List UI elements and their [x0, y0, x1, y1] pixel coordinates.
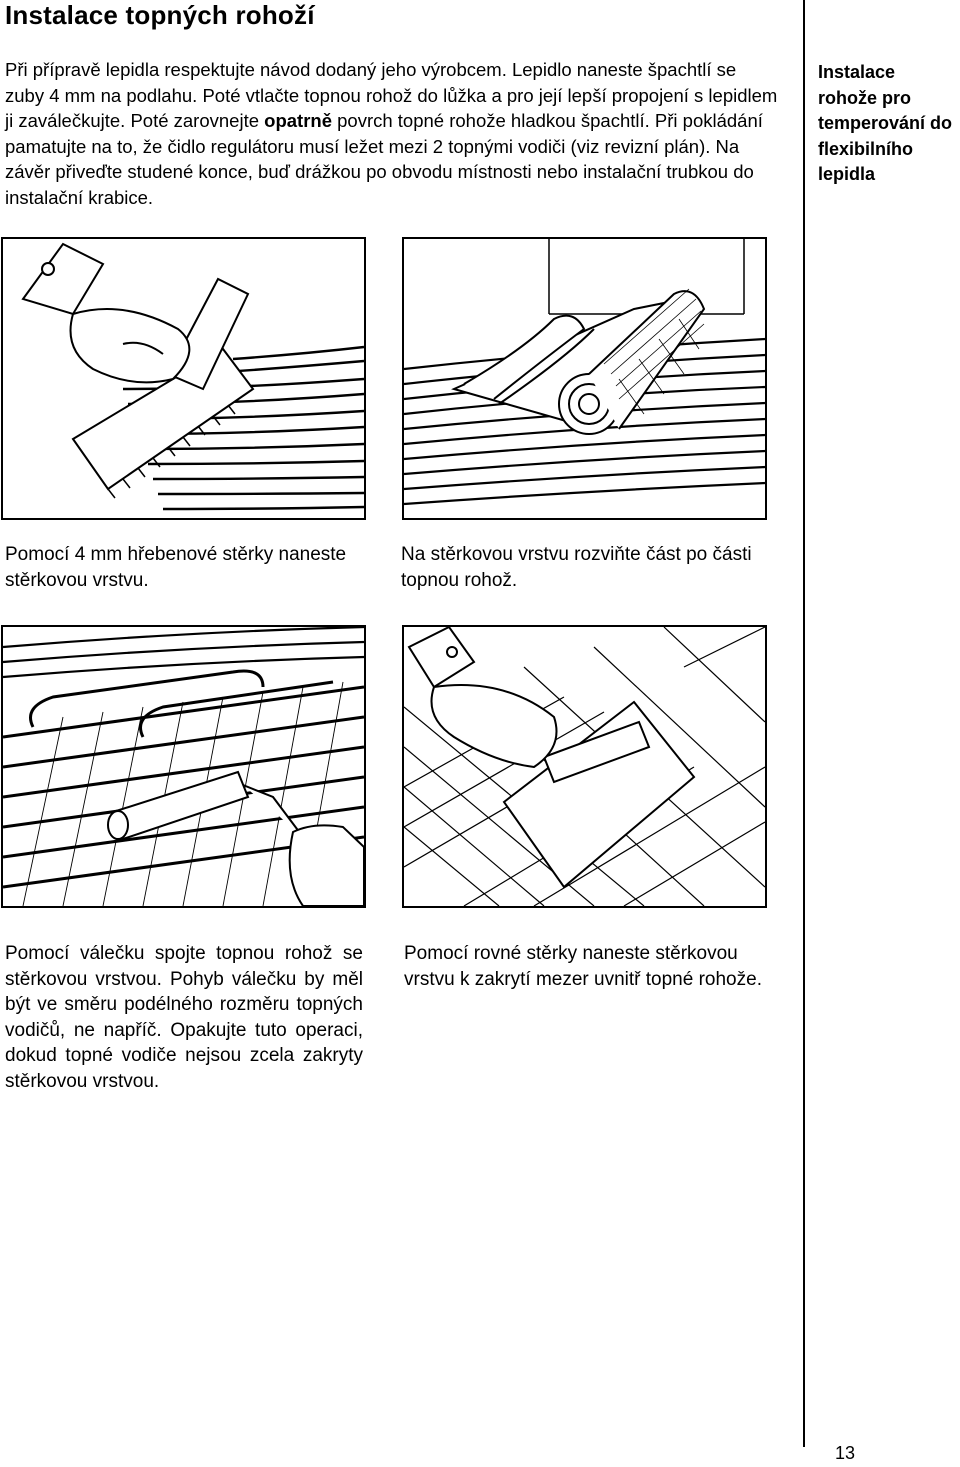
intro-text-part2: povrch topné rohože hladkou špachtlí. Při pokládání pamatujte na to, že čidlo regulátoru musí ležet mezi 2 topnými vodiči (viz revizní plán). Na závěr přiveďte studené konce, buď drážkou po obvodu místnosti nebo instalační trubkou do instalační krabice. — [5, 110, 763, 208]
trowel-illustration — [3, 239, 364, 518]
flat-trowel-illustration — [404, 627, 765, 906]
figure-caption: Pomocí rovné stěrky naneste stěrkovou vrstvu k zakrytí mezer uvnitř topné rohože. — [404, 943, 762, 990]
intro-paragraph — [5, 57, 780, 211]
roller-illustration — [3, 627, 364, 906]
page-title: Instalace topných rohoží — [5, 0, 315, 30]
figure-caption: Na stěrkovou vrstvu rozviňte část po části topnou rohož. — [401, 544, 752, 591]
unroll-mat-illustration — [404, 239, 765, 518]
figure-caption: Pomocí 4 mm hřebenové stěrky naneste stěrkovou vrstvu. — [5, 544, 347, 591]
vertical-divider — [803, 0, 805, 1447]
figure-flat-trowel-illustration — [402, 625, 767, 908]
intro-emphasis: opatrně — [264, 110, 332, 132]
figure-trowel-illustration — [1, 237, 366, 520]
figure-roller-illustration — [1, 625, 366, 908]
figure-caption: Pomocí válečku spojte topnou rohož se stěrkovou vrstvou. Pohyb válečku by měl být ve směru podélného rozměru topných vodičů, ne napříč. Opakujte tuto operaci, dokud topné vodiče nejsou zcela zakryty stěrkovou vrstvou. — [5, 943, 363, 1092]
figure-unroll-mat-illustration — [402, 237, 767, 520]
intro-text-part1: Při přípravě lepidla respektujte návod dodaný jeho výrobcem. Lepidlo naneste špachtlí se zuby 4 mm na podlahu. Poté vtlačte topnou rohož do lůžka a pro její lepší propojení s lepidlem ji zaválečkujte. Poté zarovnejte — [5, 59, 778, 132]
side-heading: Instalace rohože pro temperování do flexibilního lepidla — [818, 62, 953, 184]
page-number: 13 — [835, 1443, 856, 1463]
